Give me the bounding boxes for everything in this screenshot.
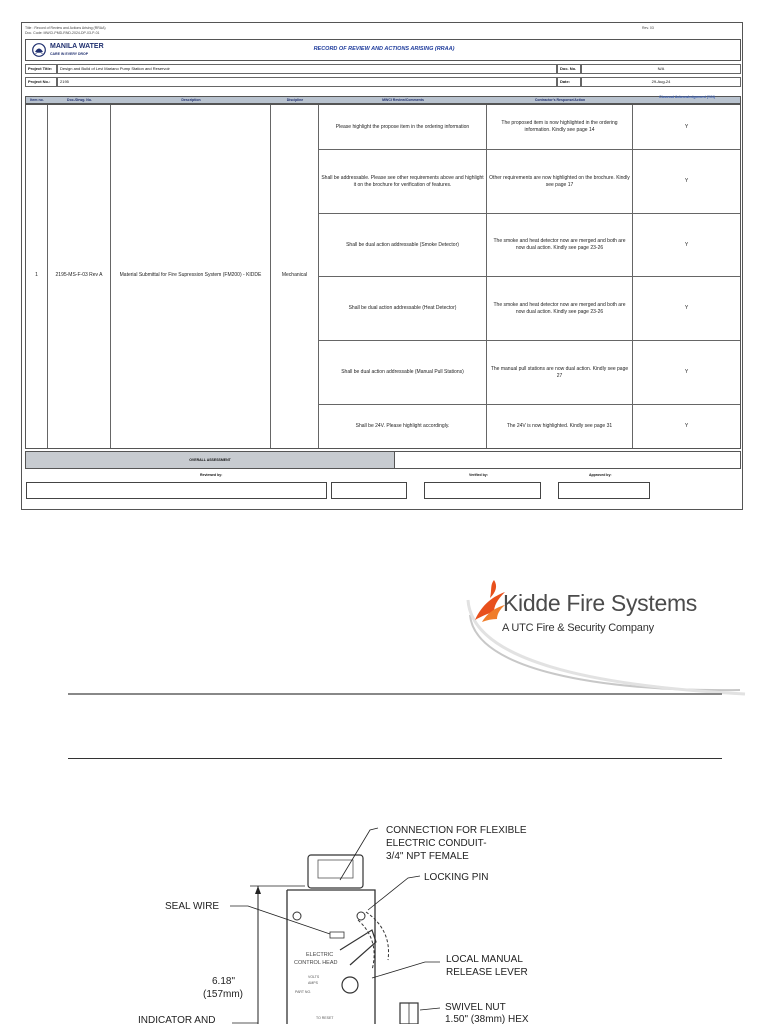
response-row-5: The manual pull stations are now dual action. Kindly see page 27 [490, 365, 629, 379]
company-subtitle: A UTC Fire & Security Company [502, 622, 654, 634]
release-lever-label-line-1: LOCAL MANUAL [446, 954, 523, 965]
date-value: 29-Aug-24 [581, 77, 741, 87]
item-discipline: Mechanical [281, 271, 308, 278]
control-head-text-line-2: CONTROL HEAD [294, 960, 338, 966]
ack-row-2: Y [684, 178, 689, 184]
approved-by-signature-box [558, 482, 650, 499]
control-head-text-line-1: ELECTRIC [306, 952, 334, 958]
swivel-nut-label-line-1: SWIVEL NUT [445, 1002, 506, 1013]
header-closeout: Closeout Acknowledgement (Y/N) [659, 95, 715, 99]
comment-row-6: Shall be 24V. Please highlight accordingly. [355, 423, 450, 429]
section-divider [68, 758, 722, 759]
form-revision: Rev. 03 [642, 26, 654, 30]
form-meta-code: Doc. Code: MWCI-PMD-RND-2024-DP-03-P-01 [25, 31, 100, 35]
ack-row-5: Y [684, 369, 689, 375]
table-header [25, 96, 741, 104]
conduit-label-line-1: CONNECTION FOR FLEXIBLE [386, 825, 527, 836]
overall-assessment-label: OVERALL ASSESSMENT [26, 452, 395, 468]
locking-pin-label: LOCKING PIN [424, 872, 489, 883]
project-title-label: Project Title: [25, 64, 57, 74]
form-title: RECORD OF REVIEW AND ACTIONS ARISING (RRAA) [313, 46, 455, 52]
ack-row-6: Y [684, 423, 689, 429]
swivel-nut-label-line-2: 1.50" (38mm) HEX [445, 1014, 529, 1025]
header-comments: MWCI Review/Comments [382, 98, 424, 102]
ack-row-1: Y [684, 123, 689, 130]
seal-wire-label: SEAL WIRE [165, 901, 220, 912]
verified-by-label: Verified by: [469, 473, 488, 477]
header-item-no: Item no. [30, 98, 44, 102]
dimension-label-inches: 6.18" [212, 976, 236, 987]
indicator-label: INDICATOR AND [138, 1015, 216, 1026]
header-discipline: Discipline [286, 98, 304, 102]
header-response: Contractor's Response/Action [534, 98, 586, 102]
release-lever-label-line-2: RELEASE LEVER [446, 967, 528, 978]
table-body [25, 104, 741, 449]
response-row-1: The proposed item is now highlighted in the ordering information. Kindly see page 14 [501, 120, 618, 133]
form-title-bar [25, 39, 741, 61]
comment-row-3: Shall be dual action addressable (Smoke Detector) [346, 241, 459, 248]
comment-row-2: Shall be addressable. Please see other requirements above and highlight it on the brochure for verification of features. [321, 174, 484, 188]
reviewed-by-signature-box [26, 482, 327, 499]
approved-by-label: Approved by: [589, 473, 612, 477]
part-no-text: PART NO. [295, 990, 312, 994]
response-row-4: The smoke and heat detector now are merged and both are now dual action. Kindly see page 23-26 [493, 301, 626, 315]
item-description: Material Submittal for Fire Supression System (FM200) - KIDDE [119, 271, 262, 278]
item-number: 1 [35, 271, 38, 278]
verified-by-signature-box [424, 482, 541, 499]
overall-assessment-row [25, 451, 741, 469]
doc-no-label: Doc. No. [557, 64, 581, 74]
date-label: Date: [557, 77, 581, 87]
doc-drawing-number: 2195-MS-F-03 Rev A [55, 271, 103, 278]
response-row-3: The smoke and heat detector now are merged and both are now dual action. Kindly see page 23-26 [493, 238, 626, 251]
response-row-2: Other requirements are now highlighted on the brochure. Kindly see page 17 [489, 174, 630, 188]
comment-row-5: Shall be dual action addressable (Manual Pull Stations) [341, 369, 464, 375]
doc-no-value: N/A [581, 64, 741, 74]
control-head-drawing [0, 800, 768, 1024]
to-reset-text: TO RESET [316, 1016, 334, 1020]
reviewed-by-label: Reviewed by: [200, 473, 223, 477]
ack-row-3: Y [684, 241, 689, 248]
form-meta-title: Title : Record of Review and Actions Arising (RRAA) [25, 26, 106, 30]
conduit-label-line-3: 3/4" NPT FEMALE [386, 851, 469, 862]
header-description: Description [181, 98, 201, 102]
response-row-6: The 24V is now highlighted. Kindly see page 31 [506, 423, 613, 429]
volts-text: VOLTS [308, 975, 320, 979]
ack-row-4: Y [684, 305, 689, 311]
project-no-value: 2195 [57, 77, 557, 87]
company-name: Kidde Fire Systems [503, 590, 697, 616]
header-divider [68, 693, 722, 695]
project-no-label: Project No.: [25, 77, 57, 87]
header-doc-no: Doc./Drwg. No. [67, 98, 92, 102]
comment-row-4: Shall be dual action addressable (Heat Detector) [348, 305, 457, 311]
amps-text: AMPS [308, 981, 318, 985]
brand-tagline: CARE IN EVERY DROP [50, 52, 89, 56]
rraa-form [21, 22, 743, 510]
comment-row-1: Please highlight the propose item in the ordering information [335, 123, 470, 130]
project-title-value: Design and Build of Levi Mariano Pump Station and Reservoir [57, 64, 557, 74]
dimension-label-mm: (157mm) [203, 989, 244, 1000]
brand-name: MANILA WATER [50, 43, 104, 50]
conduit-label-line-2: ELECTRIC CONDUIT- [386, 838, 487, 849]
reviewed-by-signature-box-2 [331, 482, 407, 499]
